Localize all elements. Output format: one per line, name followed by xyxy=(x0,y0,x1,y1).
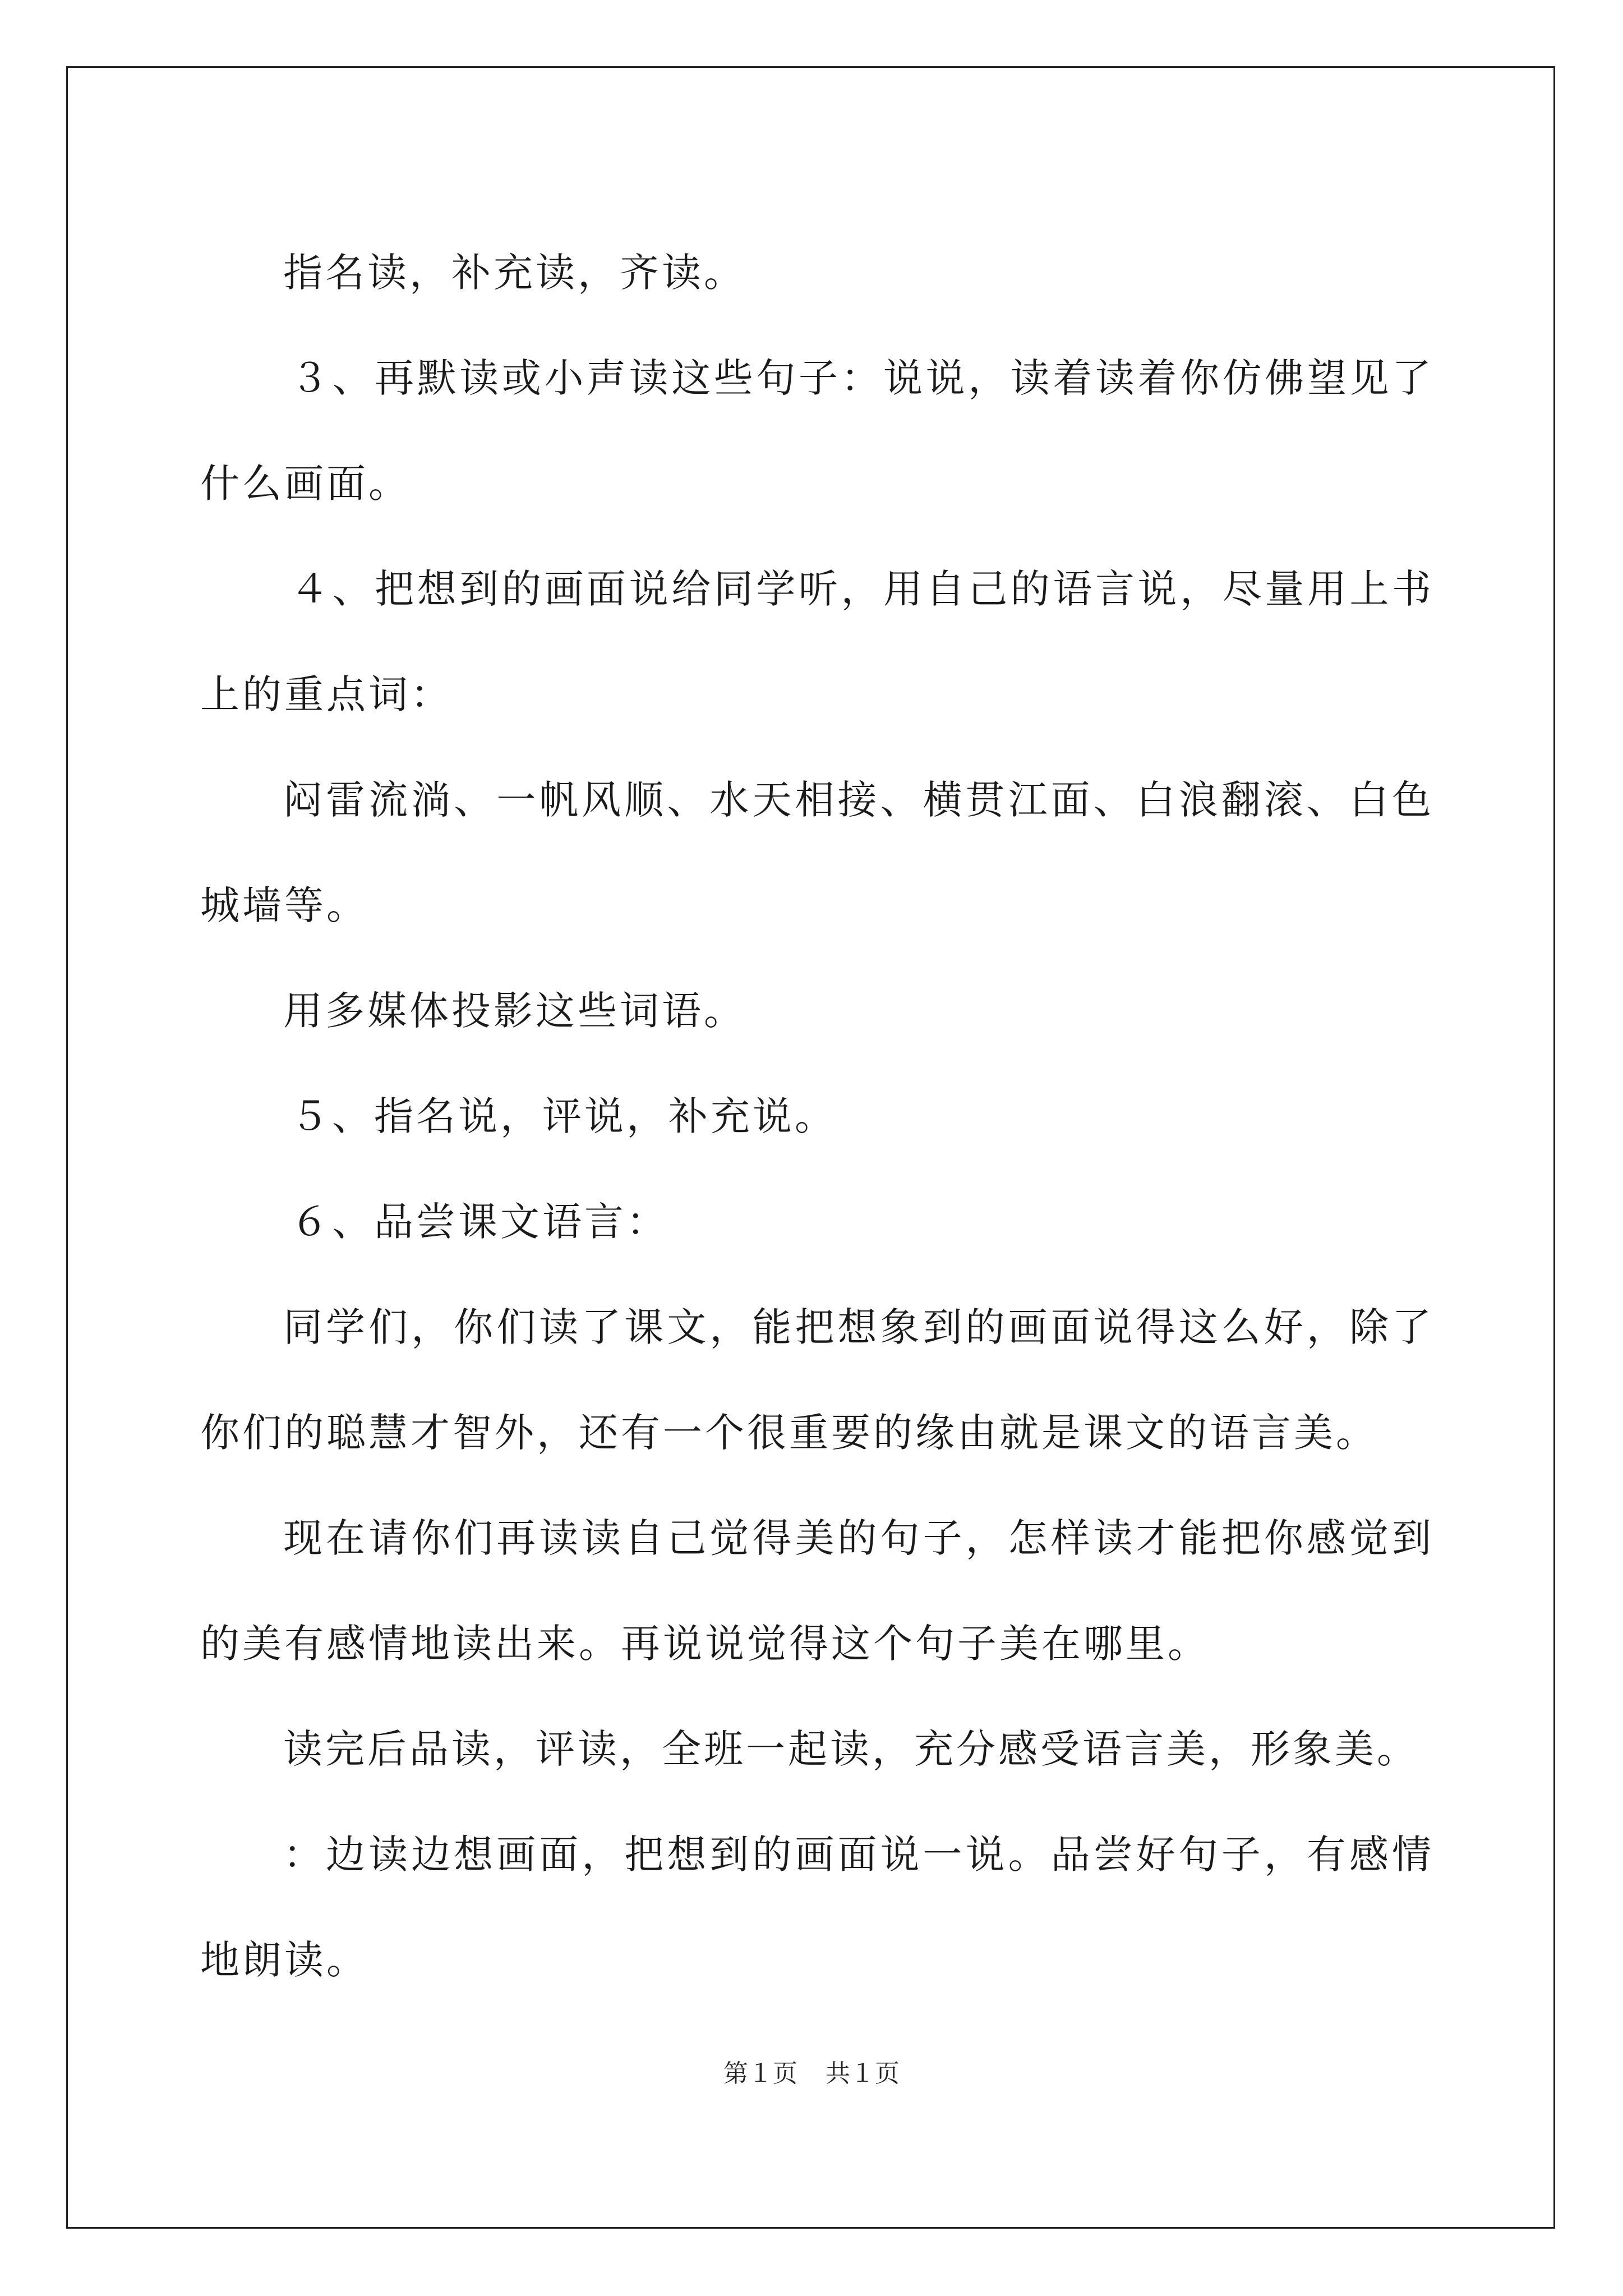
page-total: 共１页 xyxy=(826,2059,900,2088)
paragraph: 同学们，你们读了课文，能把想象到的画面说得这么好，除了你们的聪慧才智外，还有一个很重要的缘由就是课文的语言美。 xyxy=(200,1304,1434,1456)
paragraph: 现在请你们再读读自己觉得美的句子，怎样读才能把你感觉到的美有感情地读出来。再说说觉得这个句子美在哪里。 xyxy=(200,1515,1434,1667)
page-footer xyxy=(0,2053,1623,2089)
paragraph: 读完后品读，评读，全班一起读，充分感受语言美，形象美。 xyxy=(283,1726,1419,1772)
paragraph: 指名读，补充读，齐读。 xyxy=(283,250,746,296)
paragraph: ５、指名说，评说，补充说。 xyxy=(290,1093,837,1139)
paragraph: ：边读边想画面，把想到的画面说一说。品尝好句子，有感情地朗读。 xyxy=(200,1832,1434,1983)
paragraph: 闷雷流淌、一帆风顺、水天相接、横贯江面、白浪翻滚、白色城墙等。 xyxy=(200,777,1434,928)
page-number: 第１页 xyxy=(723,2059,797,2088)
paragraph: ４、把想到的画面说给同学听，用自己的语言说，尽量用上书上的重点词： xyxy=(200,566,1434,717)
paragraph: ６、品尝课文语言： xyxy=(290,1199,668,1245)
document-body xyxy=(200,220,1434,2013)
paragraph: 用多媒体投影这些词语。 xyxy=(283,988,746,1034)
paragraph: ３、再默读或小声读这些句子：说说，读着读着你仿佛望见了什么画面。 xyxy=(200,355,1434,507)
